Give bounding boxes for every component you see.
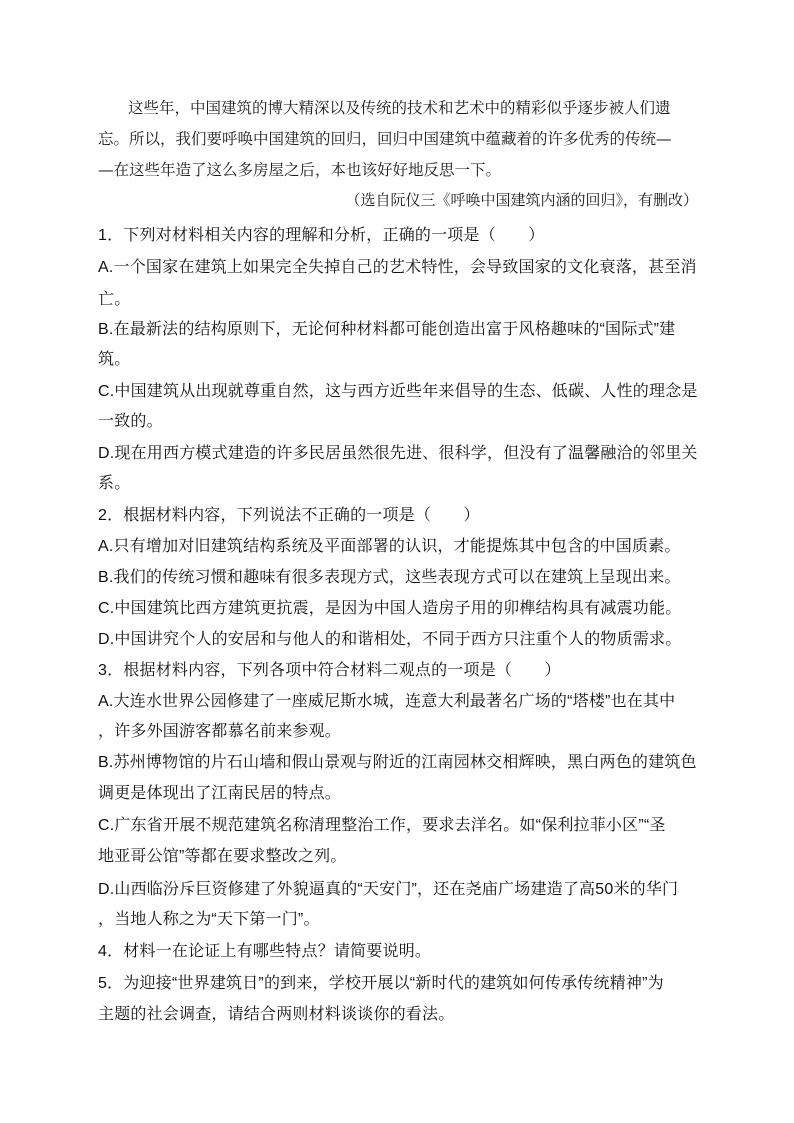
option-d-continued: 系。	[98, 475, 131, 492]
question-stem: 1．下列对材料相关内容的理解和分析，正确的一项是（ ）	[98, 227, 545, 244]
option-a-continued: ，许多外国游客都慕名前来参观。	[98, 723, 342, 740]
option-b-continued: 筑。	[98, 351, 131, 368]
question-stem: 4．材料一在论证上有哪些特点？请简要说明。	[98, 943, 432, 960]
option-b: B.在最新法的结构原则下，无论何种材料都可能创造出富于风格趣味的“国际式”建	[98, 321, 676, 338]
option-a: A.大连水世界公园修建了一座威尼斯水城，连意大利最著名广场的“塔楼”也在其中	[98, 693, 676, 710]
excerpt-line: 这些年，中国建筑的博大精深以及传统的技术和艺术中的精彩似乎逐步被人们遗	[128, 99, 671, 117]
question-stem: 2．根据材料内容，下列说法不正确的一项是（ ）	[98, 507, 480, 524]
option-c: C.广东省开展不规范建筑名称清理整治工作，要求去洋名。如“保利拉菲小区”“圣	[98, 817, 666, 834]
excerpt-line: 忘。所以，我们要呼唤中国建筑的回归，回归中国建筑中蕴藏着的许多优秀的传统—	[98, 130, 672, 148]
option-d-continued: ，当地人称之为“天下第一门”。	[98, 911, 320, 928]
question-stem: 5．为迎接“世界建筑日”的到来，学校开展以“新时代的建筑如何传承传统精神”为	[98, 975, 664, 992]
option-c-continued: 地亚哥公馆”等都在要求整改之列。	[98, 848, 347, 865]
excerpt-source: （选自阮仪三《呼唤中国建筑内涵的回归》，有删改）	[345, 191, 698, 209]
option-b: B.苏州博物馆的片石山墙和假山景观与附近的江南园林交相辉映，黑白两色的建筑色	[98, 754, 697, 771]
option-a: A.一个国家在建筑上如果完全失掉自己的艺术特性，会导致国家的文化衰落，甚至消	[98, 259, 697, 276]
option-c: C.中国建筑比西方建筑更抗震，是因为中国人造房子用的卯榫结构具有减震功能。	[98, 600, 682, 617]
option-d: D.现在用西方模式建造的许多民居虽然很先进、很科学，但没有了温馨融洽的邻里关	[98, 445, 698, 462]
option-d: D.中国讲究个人的安居和与他人的和谐相处，不同于西方只注重个人的物质需求。	[98, 631, 682, 648]
option-d: D.山西临汾斥巨资修建了外貌逼真的“天安门”，还在尧庙广场建造了高50米的华门	[98, 881, 679, 898]
option-c: C.中国建筑从出现就尊重自然，这与西方近些年来倡导的生态、低碳、人性的理念是	[98, 383, 698, 400]
option-a-continued: 亡。	[98, 291, 131, 308]
option-b-continued: 调更是体现出了江南民居的特点。	[98, 785, 342, 802]
question-stem: 3．根据材料内容，下列各项中符合材料二观点的一项是（ ）	[98, 662, 561, 679]
option-b: B.我们的传统习惯和趣味有很多表现方式，这些表现方式可以在建筑上呈现出来。	[98, 569, 681, 586]
excerpt-line: —在这些年造了这么多房屋之后，本也该好好地反思一下。	[98, 161, 502, 179]
question-stem-continued: 主题的社会调查，请结合两则材料谈谈你的看法。	[98, 1006, 455, 1023]
option-a: A.只有增加对旧建筑结构系统及平面部署的认识，才能提炼其中包含的中国质素。	[98, 538, 681, 555]
option-c-continued: 一致的。	[98, 413, 163, 430]
